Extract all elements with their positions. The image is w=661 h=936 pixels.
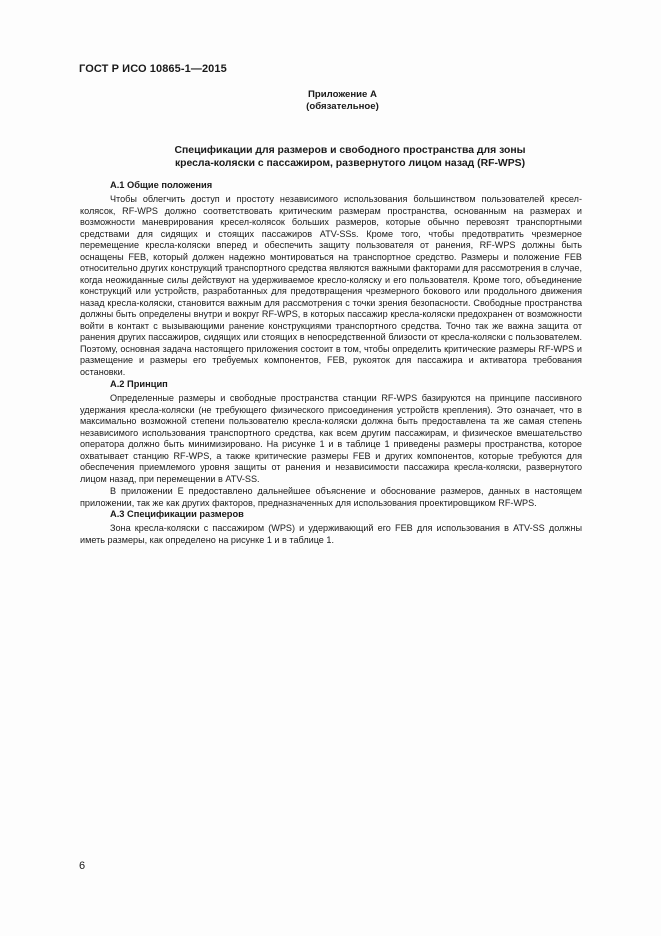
annex-title: Приложение А bbox=[308, 89, 377, 100]
annex-heading-line-2: кресла-коляски с пассажиром, развернутого лицом назад (RF-WPS) bbox=[174, 158, 526, 169]
section-a2-paragraph-1: Определенные размеры и свободные пространства станции RF-WPS базируются на принципе пассивного удержания кресла-коляски (не требующего физического присоединения устройств крепления). Это означает, что в максимально возможной степени пользователю кресла-коляски должна быть предоставлена та же самая степень независимого использования транспортного средства, как всем другим пассажирам, и физическое вмешательство оператора должно быть минимизировано. На рисунке 1 и в таблице 1 приведены размеры пространства, которое охватывает станцию RF-WPS, а также критические размеры FEB и других компонентов, которые требуются для обеспечения приемлемого уровня защиты от ранения и независимости пассажира кресла-коляски, развернутого лицом назад, при перемещении в ATV-SS. bbox=[80, 393, 582, 484]
section-a3-heading: А.3 Спецификации размеров bbox=[110, 509, 244, 519]
annex-heading bbox=[100, 144, 600, 170]
standard-header: ГОСТ Р ИСО 10865-1—2015 bbox=[79, 63, 227, 75]
section-a2-paragraph-2: В приложении Е предоставлено дальнейшее объяснение и обоснование размеров, данных в настоящем приложении, так же как других факторов, предназначенных для использования проектировщиком RF-WPS. bbox=[80, 486, 582, 508]
annex-heading-line-1: Спецификации для размеров и свободного пространства для зоны bbox=[174, 145, 526, 156]
annex-status: (обязательное) bbox=[306, 101, 379, 112]
page-number: 6 bbox=[79, 860, 86, 872]
section-a3-paragraph: Зона кресла-коляски с пассажиром (WPS) и удерживающий его FEB для использования в ATV-SS должны иметь размеры, как определено на рисунке 1 и в таблице 1. bbox=[80, 523, 582, 545]
section-a2-heading: А.2 Принцип bbox=[110, 379, 168, 389]
section-a1-paragraph: Чтобы облегчить доступ и простоту независимого использования большинством пользователей кресел-колясок, RF-WPS должно соответствовать критическим размерам пространства, основанным на размерах и возможности маневрирования кресел-колясок больших размеров, которые обычно перевозят транспортными средствами для сидящих и стоящих пассажиров ATV-SSs. Кроме того, чтобы предотвратить чрезмерное перемещение кресла-коляски вперед и обеспечить защиту пользователя от ранения, RF-WPS должны быть оснащены FEB, который должен надежно монтироваться на транспортное средство. Размеры и положение FEB относительно других конструкций транспортного средства являются важными факторами для рассмотрения в случае, когда неожиданные силы действуют на удерживаемое кресло-коляску и его пользователя. Кроме того, объединение конструкций или устройств, разработанных для предотвращения чрезмерного бокового или продольного движения назад кресла-коляски, становится важным для рассмотрения с точки зрения безопасности. Свободные пространства должны быть определены внутри и вокруг RF-WPS, в которых пассажир кресла-коляски предохранен от возможности войти в контакт с вызывающими ранение конструкциями транспортного средства. Точно так же важна защита от ранения других пассажиров, сидящих или стоящих в непосредственной близости от кресла-коляски с пользователем. Поэтому, основная задача настоящего приложения состоит в том, чтобы определить критические размеры RF-WPS и размещение и размеры его требуемых компонентов, FEB, рукояток для пассажира и активатора требования остановки. bbox=[80, 194, 582, 377]
section-a1-heading: А.1 Общие положения bbox=[110, 180, 213, 190]
